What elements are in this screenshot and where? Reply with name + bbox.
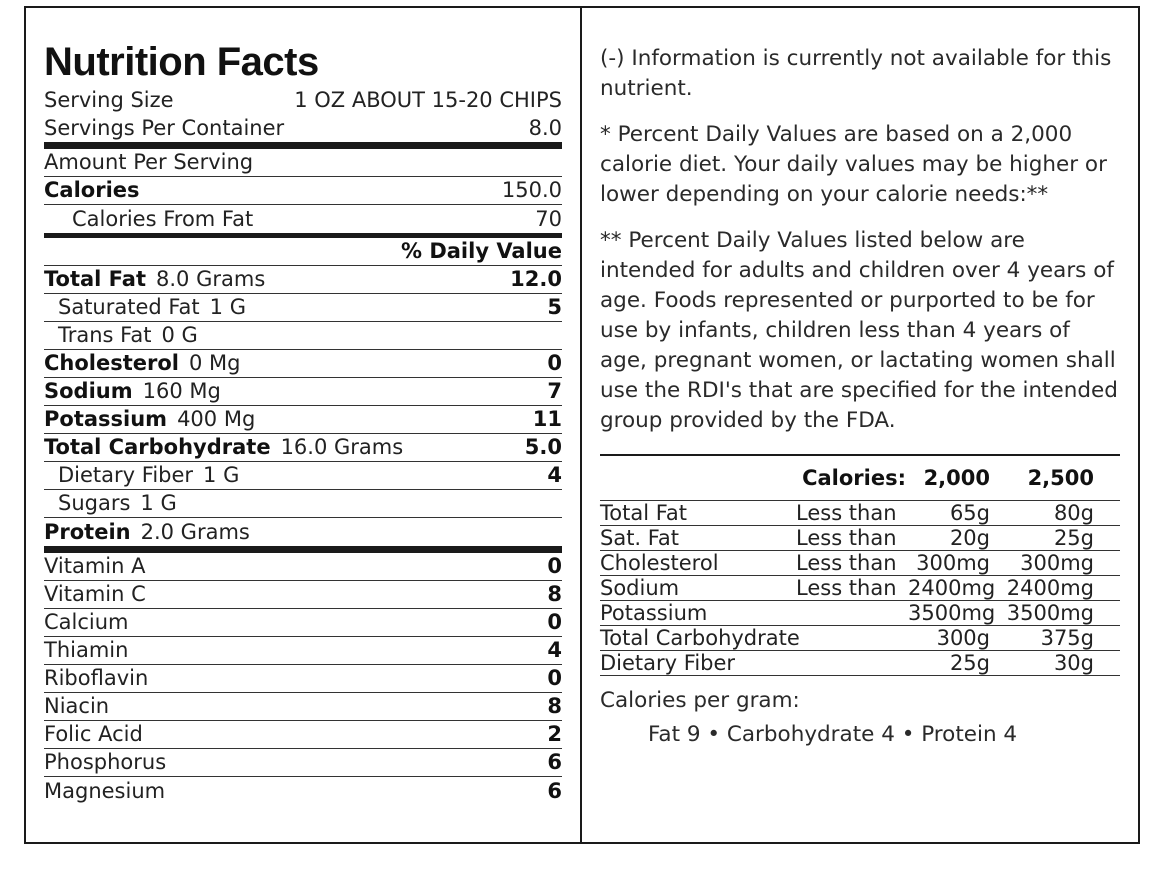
thick-divider [44, 546, 562, 553]
nutrient-amount: 2.0 Grams [140, 520, 250, 544]
reference-row [600, 651, 1120, 676]
nutrient-row [44, 490, 562, 518]
nutrient-name-group [58, 462, 239, 489]
nutrient-name-group [44, 406, 255, 433]
vitamin-row [44, 777, 562, 805]
reference-rows [600, 500, 1120, 676]
vitamin-name: Niacin [44, 694, 110, 718]
reference-value-2000: 300g [936, 626, 990, 650]
vitamin-name: Thiamin [44, 638, 129, 662]
reference-row [600, 551, 1120, 576]
nutrient-row [44, 378, 562, 406]
servings-per-container-value: 8.0 [528, 116, 562, 140]
reference-qualifier: Less than [796, 576, 897, 600]
nutrient-amount: 400 Mg [177, 407, 256, 431]
vitamin-daily-value: 0 [547, 610, 562, 634]
nutrient-amount: 0 Mg [189, 351, 241, 375]
vitamin-daily-value: 8 [547, 694, 562, 718]
nutrient-daily-value: 4 [547, 463, 562, 487]
nutrient-row [44, 294, 562, 322]
nutrient-name: Potassium [44, 407, 168, 431]
nutrient-name: Sodium [44, 379, 133, 403]
reference-value-2000: 25g [949, 651, 990, 675]
nutrient-name: Dietary Fiber [58, 463, 194, 487]
reference-nutrient: Sat. Fat [600, 526, 680, 550]
vitamin-list [44, 553, 562, 805]
reference-qualifier: Less than [796, 551, 897, 575]
nutrient-amount: 8.0 Grams [156, 267, 266, 291]
nutrient-name: Total Fat [44, 267, 147, 291]
daily-value-header: % Daily Value [400, 239, 562, 263]
reference-qualifier: Less than [796, 501, 897, 525]
nutrient-row [44, 462, 562, 490]
vitamin-daily-value: 4 [547, 638, 562, 662]
vitamin-row [44, 609, 562, 637]
nutrient-name-group [44, 350, 241, 377]
vitamin-daily-value: 6 [547, 779, 562, 803]
nutrition-facts-title: Nutrition Facts [44, 40, 319, 84]
serving-size-row [44, 86, 562, 114]
nutrient-name: Cholesterol [44, 351, 179, 375]
nutrient-daily-value: 5.0 [524, 435, 562, 459]
reference-value-2500: 375g [1040, 626, 1094, 650]
nutrient-row [44, 266, 562, 294]
nutrient-list [44, 266, 562, 546]
vitamin-name: Riboflavin [44, 666, 149, 690]
calories-value: 150.0 [501, 178, 562, 202]
nutrient-daily-value: 5 [547, 295, 562, 319]
vitamin-name: Vitamin C [44, 582, 146, 606]
reference-row [600, 500, 1120, 526]
calories-row [44, 177, 562, 205]
vitamin-name: Calcium [44, 610, 129, 634]
reference-value-2000: 3500mg [908, 601, 996, 625]
reference-qualifier [796, 651, 908, 675]
nutrient-name: Sugars [58, 491, 131, 515]
nutrient-amount: 1 G [209, 295, 246, 319]
vitamin-daily-value: 0 [547, 666, 562, 690]
reference-value-2500: 30g [1053, 651, 1094, 675]
reference-header-2000: 2,000 [923, 466, 990, 490]
reference-qualifier: Less than [796, 526, 897, 550]
nutrient-row [44, 322, 562, 350]
vitamin-daily-value: 8 [547, 582, 562, 606]
reference-nutrient: Dietary Fiber [600, 651, 736, 675]
nutrient-name-group [58, 322, 198, 349]
reference-row [600, 576, 1120, 601]
calories-from-fat-value: 70 [535, 207, 562, 231]
serving-size-value: 1 OZ ABOUT 15-20 CHIPS [294, 88, 562, 112]
reference-nutrient: Sodium [600, 576, 680, 600]
nutrient-row [44, 434, 562, 462]
reference-header-label: Calories: [802, 466, 906, 490]
calories-label: Calories [44, 178, 140, 202]
nutrient-row [44, 350, 562, 378]
thick-divider [44, 142, 562, 149]
nutrient-name-group [44, 266, 265, 293]
column-divider [580, 6, 582, 844]
nutrient-name-group [44, 519, 250, 546]
nutrient-name: Trans Fat [58, 323, 152, 347]
vitamin-daily-value: 0 [547, 554, 562, 578]
vitamin-daily-value: 6 [547, 750, 562, 774]
vitamin-row [44, 637, 562, 665]
servings-per-container-label: Servings Per Container [44, 116, 285, 140]
reference-value-2000: 2400mg [908, 576, 996, 600]
nutrient-name: Saturated Fat [58, 295, 200, 319]
nutrient-amount: 1 G [203, 463, 240, 487]
reference-table-header [600, 456, 1120, 500]
reference-table [600, 454, 1120, 676]
calories-per-gram-label: Calories per gram: [600, 688, 800, 713]
reference-value-2500: 3500mg [1006, 601, 1094, 625]
reference-row [600, 526, 1120, 551]
servings-per-container-row [44, 114, 562, 142]
nutrient-amount: 0 G [161, 323, 198, 347]
reference-value-2000: 300mg [916, 551, 990, 575]
reference-nutrient: Total Carbohydrate [600, 626, 800, 650]
nutrient-daily-value: 11 [532, 407, 562, 431]
reference-value-2500: 80g [1053, 501, 1094, 525]
reference-nutrient: Cholesterol [600, 551, 719, 575]
vitamin-row [44, 665, 562, 693]
percent-dv-adults-note: ** Percent Daily Values listed below are intended for adults and children over 4 years of age. Foods represented or purported to be for use by infants, children less than 4 years of age, pregnant women, or lactating women shall use the RDI's that are specified for the intended group provided by the FDA. [600, 228, 1118, 433]
nutrient-name-group [58, 294, 246, 321]
calories-from-fat-label: Calories From Fat [72, 207, 254, 231]
vitamin-name: Vitamin A [44, 554, 146, 578]
vitamin-daily-value: 2 [547, 722, 562, 746]
reference-qualifier [796, 601, 908, 625]
nutrient-row [44, 518, 562, 546]
vitamin-row [44, 581, 562, 609]
vitamin-name: Magnesium [44, 779, 166, 803]
reference-value-2500: 25g [1053, 526, 1094, 550]
nutrition-facts-panel [44, 40, 562, 805]
nutrient-name-group [44, 378, 221, 405]
nutrient-name: Total Carbohydrate [44, 435, 271, 459]
notes-panel [600, 44, 1120, 750]
percent-dv-note: * Percent Daily Values are based on a 2,000 calorie diet. Your daily values may be higher or lower depending on your calorie needs:** [600, 122, 1107, 207]
vitamin-row [44, 721, 562, 749]
reference-value-2500: 300mg [1020, 551, 1094, 575]
nutrient-name-group [58, 490, 177, 517]
amount-per-serving-row [44, 149, 562, 177]
reference-header-2500: 2,500 [1027, 466, 1094, 490]
nutrient-row [44, 406, 562, 434]
calories-from-fat-row [44, 205, 562, 233]
vitamin-name: Phosphorus [44, 750, 167, 774]
serving-size-label: Serving Size [44, 88, 174, 112]
nutrient-daily-value: 12.0 [510, 267, 562, 291]
vitamin-name: Folic Acid [44, 722, 143, 746]
nutrient-name: Protein [44, 520, 131, 544]
reference-nutrient: Total Fat [600, 501, 687, 525]
vitamin-row [44, 693, 562, 721]
nutrient-daily-value: 0 [547, 351, 562, 375]
reference-row [600, 601, 1120, 626]
calories-per-gram-values: Fat 9 • Carbohydrate 4 • Protein 4 [648, 722, 1018, 747]
reference-value-2500: 2400mg [1006, 576, 1094, 600]
reference-nutrient: Potassium [600, 601, 708, 625]
nutrient-amount: 16.0 Grams [280, 435, 404, 459]
not-available-note: (-) Information is currently not available for this nutrient. [600, 46, 1112, 101]
vitamin-row [44, 553, 562, 581]
daily-value-header-row [44, 238, 562, 266]
amount-per-serving-label: Amount Per Serving [44, 150, 254, 174]
vitamin-row [44, 749, 562, 777]
reference-value-2000: 65g [949, 501, 990, 525]
nutrient-amount: 160 Mg [142, 379, 221, 403]
reference-qualifier [796, 626, 908, 650]
nutrient-name-group [44, 434, 403, 461]
reference-value-2000: 20g [949, 526, 990, 550]
nutrient-daily-value: 7 [547, 379, 562, 403]
nutrient-amount: 1 G [140, 491, 177, 515]
reference-row [600, 626, 1120, 651]
